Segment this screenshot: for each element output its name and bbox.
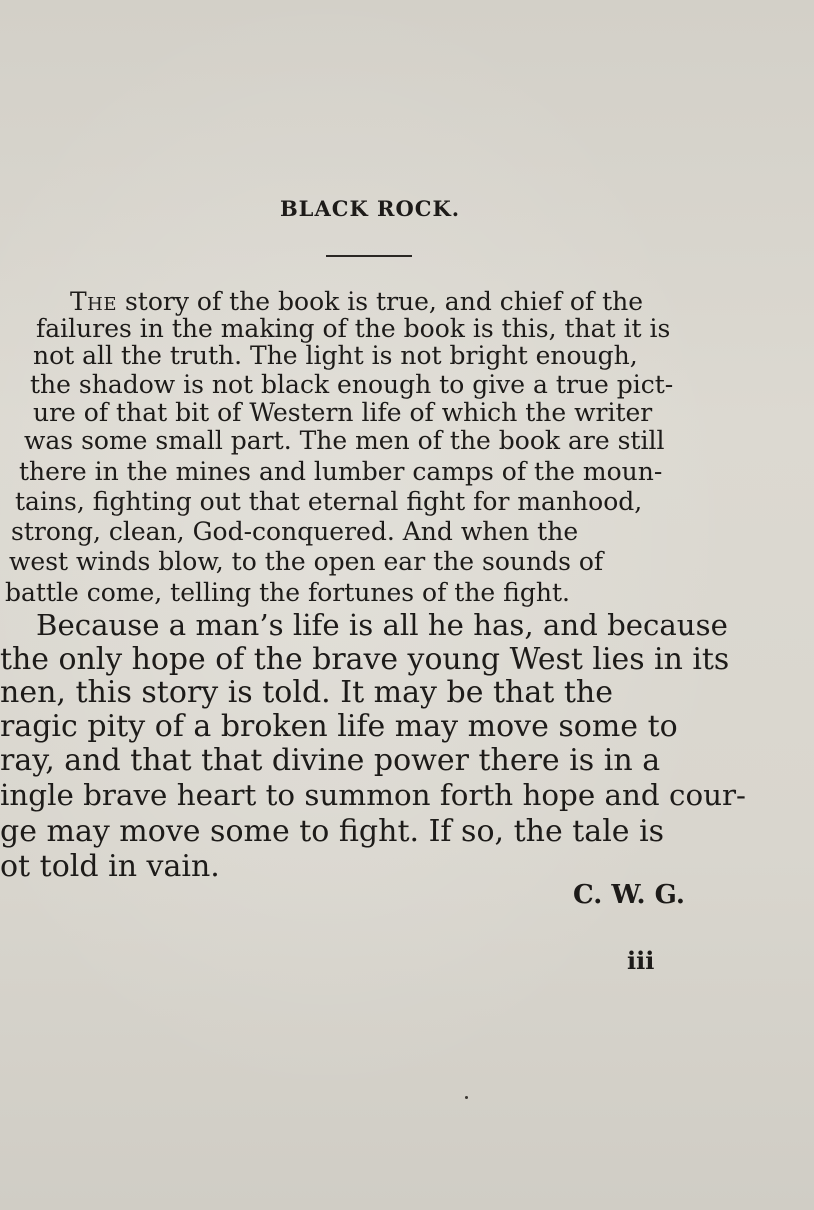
text-line: nen, this story is told. It may be that the xyxy=(0,675,613,710)
text-line: was some small part. The men of the book are still xyxy=(24,426,665,455)
text-line: failures in the making of the book is this, that it is xyxy=(36,314,671,343)
text-line: west winds blow, to the open ear the sounds of xyxy=(9,547,604,576)
text-line: battle come, telling the fortunes of the fight. xyxy=(5,578,570,607)
text-line: there in the mines and lumber camps of the moun- xyxy=(19,457,663,486)
text-line: ingle brave heart to summon forth hope and cour- xyxy=(0,778,746,812)
page-title: BLACK ROCK. xyxy=(279,196,461,221)
author-initials: C. W. G. xyxy=(573,880,685,910)
text-line: ge may move some to fight. If so, the tale is xyxy=(0,814,665,849)
text-line-content: story of the book is true, and chief of the xyxy=(117,287,644,316)
title-rule xyxy=(326,255,412,257)
text-line: ot told in vain. xyxy=(0,849,220,884)
page-number: iii xyxy=(627,946,655,975)
text-line: the shadow is not black enough to give a true pict- xyxy=(30,370,674,399)
text-line xyxy=(70,289,643,314)
text-line: strong, clean, God-conquered. And when the xyxy=(11,517,579,546)
paper-speck xyxy=(465,1096,468,1099)
text-line: ragic pity of a broken life may move some to xyxy=(0,709,678,744)
text-line: ure of that bit of Western life of which the writer xyxy=(33,398,653,427)
text-line: the only hope of the brave young West lies in its xyxy=(0,642,730,677)
text-line: not all the truth. The light is not bright enough, xyxy=(33,341,638,370)
text-line: Because a man’s life is all he has, and because xyxy=(36,608,728,642)
drop-lead-word: The xyxy=(70,287,118,316)
text-line: tains, fighting out that eternal fight for manhood, xyxy=(15,487,643,516)
text-line: ray, and that that divine power there is in a xyxy=(0,743,661,778)
